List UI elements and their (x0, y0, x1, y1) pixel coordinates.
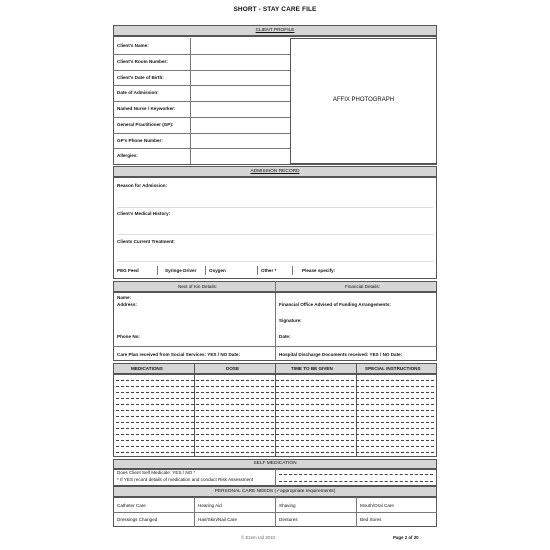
medication-row[interactable] (116, 380, 434, 381)
financial-date-label: Date: (279, 334, 291, 339)
profile-field-input[interactable] (191, 133, 289, 149)
medication-row[interactable] (116, 398, 434, 399)
profile-field-input[interactable] (191, 101, 289, 117)
profile-field-label: Client's Date of Birth: (117, 74, 164, 80)
kin-address-label: Address: (117, 302, 137, 307)
divider (275, 497, 276, 527)
self-medicate-question: Does Client Self Medicate: YES / NO * (117, 470, 196, 475)
option-oxygen[interactable]: Oxygen (209, 268, 226, 273)
care-shaving[interactable]: Shaving (279, 503, 296, 508)
profile-field-label: General Practitioner (GP): (117, 121, 174, 127)
medical-history-label: Client's Medical History: (117, 211, 171, 216)
client-profile-header: CLIENT PROFILE (113, 25, 437, 36)
kin-phone-label: Phone No: (117, 334, 140, 339)
profile-field-label: GP's Phone Number: (117, 137, 163, 143)
reason-label: Reason for Admission: (117, 183, 168, 188)
medication-row[interactable] (116, 452, 434, 453)
care-dressings[interactable]: Dressings Changed (117, 517, 158, 522)
profile-field-input[interactable] (191, 38, 289, 54)
funding-advised-label: Financial Office Advised of Funding Arrangements: (279, 302, 391, 307)
option-other[interactable]: Other * (261, 268, 277, 273)
page-number: Page 2 of 20 (393, 535, 419, 540)
admission-box (113, 177, 437, 279)
copyright-footer: © Ezem Ltd 2010 (241, 535, 275, 540)
divider (356, 497, 357, 527)
divider (117, 234, 433, 235)
option-please-specify[interactable]: Please specify: (302, 268, 336, 273)
medication-row[interactable] (116, 434, 434, 435)
divider (117, 207, 433, 208)
personal-care-header: PERSONAL CARE NEEDS (✓appropriate requirements) (113, 486, 437, 497)
profile-field-input[interactable] (191, 54, 289, 70)
option-peg-feed[interactable]: PEG Feed (117, 268, 139, 273)
divider (157, 266, 158, 275)
care-bed-sores[interactable]: Bed Sores (360, 517, 382, 522)
discharge-documents-label: Hospital Discharge Documents received: YES / NO Date: (279, 352, 403, 357)
profile-field-label: Allergies: (117, 153, 138, 159)
divider (117, 261, 433, 262)
col-time-to-be-given: TIME TO BE GIVEN (291, 366, 333, 371)
divider (257, 266, 258, 275)
photo-label: AFFIX PHOTOGRAPH (332, 97, 395, 103)
profile-field-input[interactable] (191, 148, 289, 164)
admission-header: ADMISSION RECORD (113, 166, 437, 177)
profile-field-label: Named Nurse / Keyworker: (117, 106, 176, 111)
profile-field-label: Client's Room Number: (117, 58, 168, 64)
current-treatment-label: Clients Current Treatment: (117, 239, 175, 244)
divider (205, 266, 206, 275)
care-file-page (113, 0, 437, 550)
financial-header: Financial Details: (345, 284, 380, 289)
photo-placeholder[interactable] (290, 38, 437, 164)
option-syringe-driver[interactable]: Syringe Driver (165, 268, 197, 273)
care-dentures[interactable]: Dentures (279, 517, 298, 522)
medication-row[interactable] (116, 386, 434, 387)
care-plan-label: Care Plan received from Social Services: YES / NO Date: (117, 352, 240, 357)
profile-field-input[interactable] (191, 117, 289, 133)
medication-row[interactable] (116, 404, 434, 405)
col-medications: MEDICATIONS (131, 366, 163, 371)
profile-field-input[interactable] (191, 70, 289, 86)
medication-row[interactable] (116, 416, 434, 417)
profile-field-input[interactable] (191, 85, 289, 101)
medication-row[interactable] (116, 392, 434, 393)
page-title: SHORT - STAY CARE FILE (233, 6, 317, 13)
medication-row[interactable] (116, 422, 434, 423)
divider (292, 266, 293, 275)
care-hearing-aid[interactable]: Hearing Aid (198, 503, 222, 508)
divider (279, 474, 433, 475)
medication-row[interactable] (116, 428, 434, 429)
kin-name-label: Name: (117, 295, 132, 300)
col-dose: DOSE (226, 366, 240, 371)
medication-row[interactable] (116, 446, 434, 447)
divider (275, 469, 276, 486)
medication-row[interactable] (116, 410, 434, 411)
medication-row[interactable] (116, 440, 434, 441)
care-hair-skin-nail[interactable]: Hair/Skin/Nail Care (198, 517, 238, 522)
divider (279, 481, 433, 482)
care-catheter[interactable]: Catheter Care (117, 503, 146, 508)
divider (194, 497, 195, 527)
divider (113, 346, 437, 347)
self-medication-header: SELF MEDICATION (113, 459, 437, 469)
self-medicate-note: * If YES record details of medication and conduct Risk Assessment (117, 477, 254, 482)
care-mouth-oral[interactable]: Mouth/Oral Care (360, 503, 394, 508)
next-of-kin-header: Next of Kin Details: (178, 284, 218, 289)
col-special-instructions: SPECIAL INSTRUCTIONS (365, 366, 421, 371)
profile-field-label: Date of Admission: (117, 90, 159, 96)
profile-field-label: Client's Name: (117, 43, 149, 48)
signature-label: Signature: (279, 318, 302, 323)
